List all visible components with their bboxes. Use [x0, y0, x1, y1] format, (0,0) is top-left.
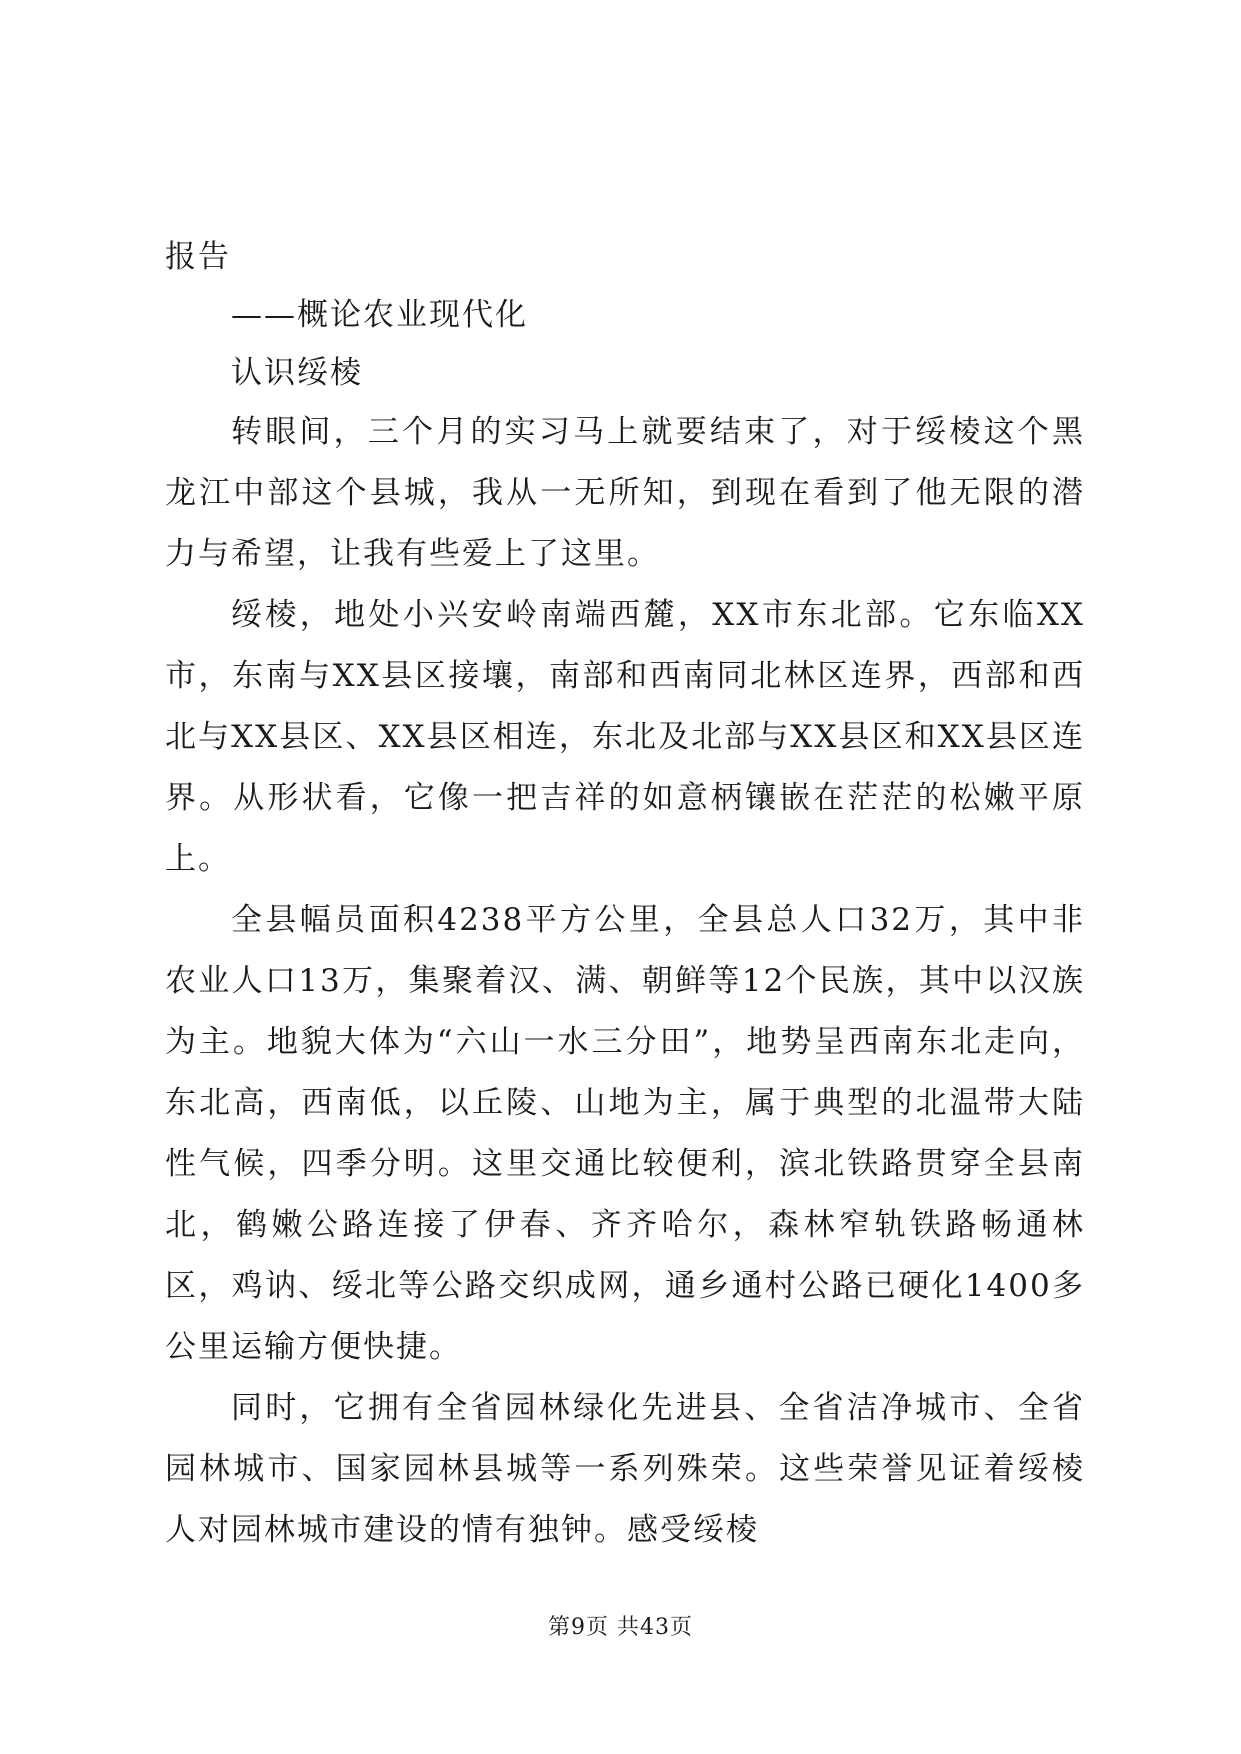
paragraph-intro: 转眼间，三个月的实习马上就要结束了，对于绥棱这个黑龙江中部这个县城，我从一无所知，到现在看到了他无限的潜力与希望，让我有些爱上了这里。 — [165, 414, 1085, 572]
heading-line: 报告 — [165, 239, 231, 275]
paragraph-honors: 同时，它拥有全省园林绿化先进县、全省洁净城市、全省园林城市、国家园林县城等一系列殊荣。这些荣誉见证着绥棱人对园林城市建设的情有独钟。感受绥棱 — [165, 1390, 1085, 1548]
document-subtitle: ——概论农业现代化 — [231, 297, 528, 333]
document-body — [165, 228, 1085, 1561]
section-title: 认识绥棱 — [231, 355, 363, 391]
paragraph-overview: 全县幅员面积4238平方公里，全县总人口32万，其中非农业人口13万，集聚着汉、满、朝鲜等12个民族，其中以汉族为主。地貌大体为“六山一水三分田”，地势呈西南东北走向，东北高，西南低，以丘陵、山地为主，属于典型的北温带大陆性气候，四季分明。这里交通比较便利，滨北铁路贯穿全县南北，鹤嫩公路连接了伊春、齐齐哈尔，森林窄轨铁路畅通林区，鸡讷、绥北等公路交织成网，通乡通村公路已硬化1400多公里运输方便快捷。 — [165, 902, 1085, 1365]
paragraph-location: 绥棱，地处小兴安岭南端西麓，XX市东北部。它东临XX市，东南与XX县区接壤，南部和西南同北林区连界，西部和西北与XX县区、XX县区相连，东北及北部与XX县区和XX县区连界。从形状看，它像一把吉祥的如意柄镶嵌在茫茫的松嫩平原上。 — [165, 597, 1085, 877]
page-number-footer: 第9页 共43页 — [548, 1615, 693, 1640]
